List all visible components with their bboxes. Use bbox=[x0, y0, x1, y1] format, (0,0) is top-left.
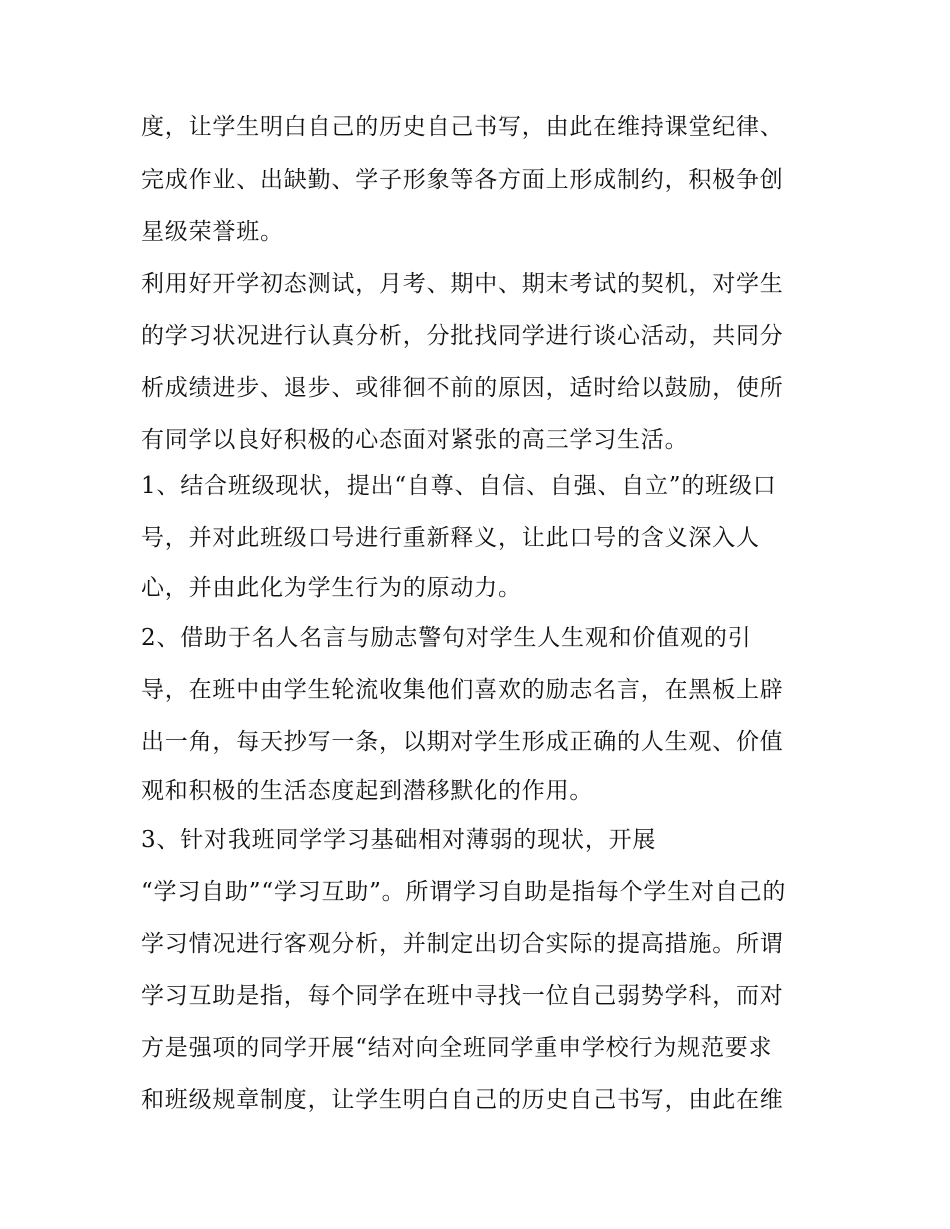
text-line: 导，在班中由学生轮流收集他们喜欢的励志名言，在黑板上辟 bbox=[141, 677, 784, 703]
text-line: 观和积极的生活态度起到潜移默化的作用。 bbox=[141, 778, 594, 804]
text-line: 出一角，每天抄写一条，以期对学生形成正确的人生观、价值 bbox=[141, 729, 784, 755]
text-line: “学习自助”“学习互助”。所谓学习自助是指每个学生对自己的 bbox=[141, 879, 787, 905]
text-line: 学习互助是指，每个同学在班中寻找一位自己弱势学科，而对 bbox=[141, 983, 784, 1009]
text-line: 2、借助于名人名言与励志警句对学生人生观和价值观的引 bbox=[141, 625, 752, 651]
text-line: 利用好开学初态测试，月考、期中、期末考试的契机，对学生 bbox=[141, 271, 784, 297]
text-line: 有同学以良好积极的心态面对紧张的高三学习生活。 bbox=[141, 427, 689, 453]
text-line: 完成作业、出缺勤、学子形象等各方面上形成制约，积极争创 bbox=[141, 167, 784, 193]
text-line: 号，并对此班级口号进行重新释义，让此口号的含义深入人 bbox=[141, 525, 760, 551]
text-line: 心，并由此化为学生行为的原动力。 bbox=[141, 575, 522, 601]
text-line: 学习情况进行客观分析，并制定出切合实际的提高措施。所谓 bbox=[141, 931, 784, 957]
text-line: 度，让学生明白自己的历史自己书写，由此在维持课堂纪律、 bbox=[141, 114, 784, 140]
text-line: 的学习状况进行认真分析，分批找同学进行谈心活动，共同分 bbox=[141, 323, 784, 349]
text-line: 1、结合班级现状，提出“自尊、自信、自强、自立”的班级口 bbox=[141, 473, 777, 499]
text-line: 3、针对我班同学学习基础相对薄弱的现状，开展 bbox=[141, 827, 657, 853]
text-line: 析成绩进步、退步、或徘徊不前的原因，适时给以鼓励，使所 bbox=[141, 375, 784, 401]
text-line: 方是强项的同学开展“结对向全班同学重申学校行为规范要求 bbox=[141, 1035, 773, 1061]
text-line: 和班级规章制度，让学生明白自己的历史自己书写，由此在维 bbox=[141, 1087, 784, 1113]
text-line: 星级荣誉班。 bbox=[141, 219, 284, 245]
